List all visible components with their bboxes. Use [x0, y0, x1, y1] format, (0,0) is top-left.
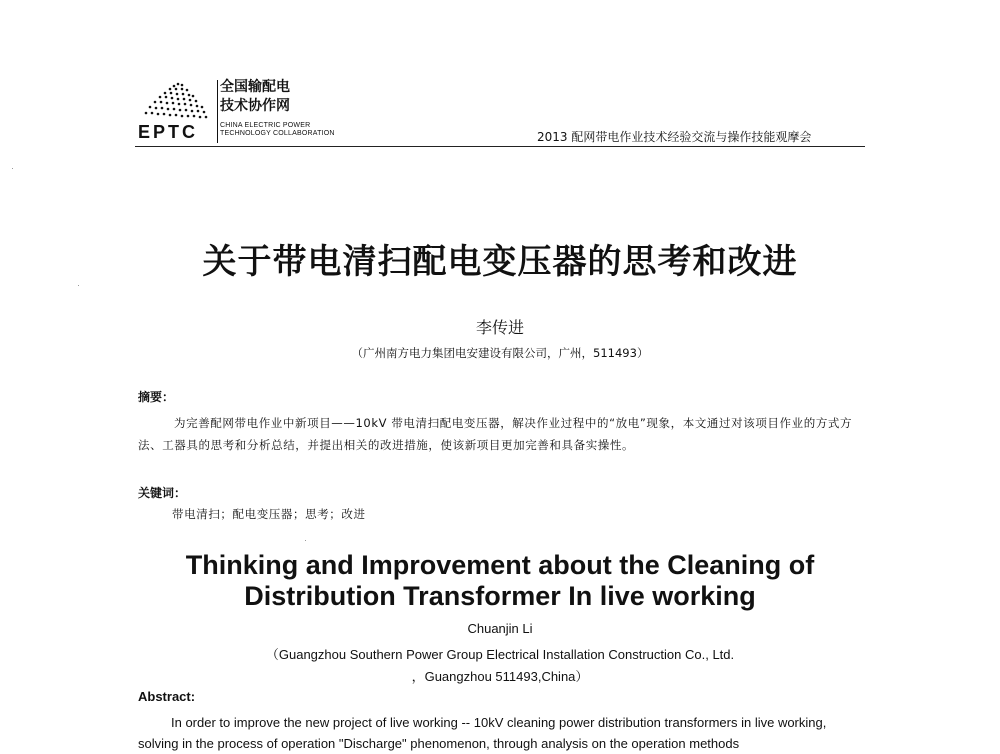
affiliation-en-line2: ，Guangzhou 511493,China）	[411, 669, 589, 684]
logo-en-line2: TECHNOLOGY COLLABORATION	[220, 130, 335, 137]
logo-text	[220, 78, 400, 138]
logo-divider	[217, 80, 218, 143]
scan-speck	[12, 168, 13, 169]
abstract-en: In order to improve the new project of live working -- 10kV cleaning power distribution transformers in live working, solving in the process of operation "Discharge" phenomenon, through analysis on the operation methods	[138, 715, 827, 751]
scan-speck	[305, 540, 306, 541]
logo-cn-line2: 技术协作网	[220, 98, 290, 114]
affiliation-cn: （广州南方电力集团电安建设有限公司，广州，511493）	[351, 346, 649, 360]
affiliation-en-line1: （Guangzhou Southern Power Group Electrical Installation Construction Co., Ltd.	[265, 647, 735, 662]
abstract-cn-label: 摘要：	[138, 390, 175, 404]
conference-name: 2013 配网带电作业技术经验交流与操作技能观摩会	[537, 130, 812, 144]
title-en-line2: Distribution Transformer In live working	[244, 581, 756, 611]
abstract-cn: 为完善配网带电作业中新项目——10kV 带电清扫配电变压器，解决作业过程中的“放电”现象，本文通过对该项目作业的方式方法、工器具的思考和分析总结，并提出相关的改进措施，使该新项目更加完善和具备实操性。	[138, 416, 853, 452]
header-rule	[135, 146, 865, 147]
keywords-cn: 带电清扫；配电变压器；思考；改进	[172, 507, 366, 521]
author-en: Chuanjin Li	[467, 621, 533, 636]
eptc-logo-icon	[138, 78, 214, 142]
svg-text:EPTC: EPTC	[138, 122, 199, 142]
title-en	[0, 550, 1000, 612]
abstract-en-label: Abstract:	[138, 689, 196, 704]
title-cn: 关于带电清扫配电变压器的思考和改进	[202, 242, 798, 282]
logo-cn-line1: 全国输配电	[220, 79, 290, 95]
logo-en-line1: CHINA ELECTRIC POWER	[220, 122, 311, 129]
logo-en	[220, 122, 400, 138]
scan-speck	[78, 285, 79, 286]
keywords-cn-label: 关键词：	[138, 486, 187, 500]
title-en-line1: Thinking and Improvement about the Cleaning of	[185, 550, 815, 580]
author-cn: 李传进	[475, 318, 524, 337]
